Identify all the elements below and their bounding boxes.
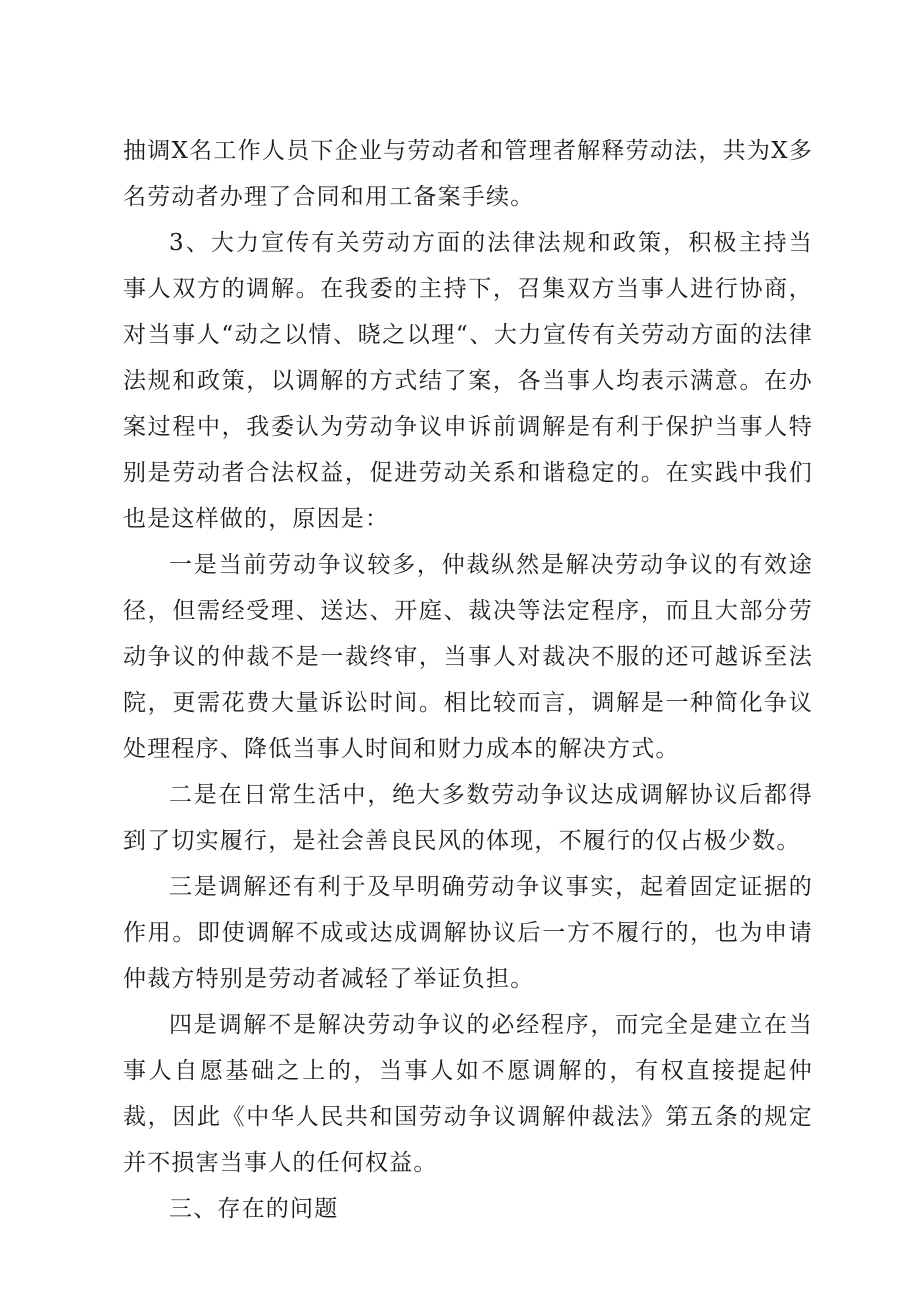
paragraph-reason-1: 一是当前劳动争议较多，仲裁纵然是解决劳动争议的有效途径，但需经受理、送达、开庭、裁决等法定程序，而且大部分劳动争议的仲裁不是一裁终审，当事人对裁决不服的还可越诉至法院，更需花费大量诉讼时间。相比较而言，调解是一种简化争议处理程序、降低当事人时间和财力成本的解决方式。: [123, 552, 813, 762]
paragraph-continuation: 抽调X名工作人员下企业与劳动者和管理者解释劳动法，共为X多名劳动者办理了合同和用工备案手续。: [123, 138, 813, 210]
document-body: [123, 128, 813, 1232]
paragraph-item-3: 3、大力宣传有关劳动方面的法律法规和政策，积极主持当事人双方的调解。在我委的主持下，召集双方当事人进行协商，对当事人“动之以情、晓之以理“、大力宣传有关劳动方面的法律法规和政策，以调解的方式结了案，各当事人均表示满意。在办案过程中，我委认为劳动争议申诉前调解是有利于保护当事人特别是劳动者合法权益，促进劳动关系和谐稳定的。在实践中我们也是这样做的，原因是：: [123, 230, 813, 532]
paragraph-reason-2: 二是在日常生活中，绝大多数劳动争议达成调解协议后都得到了切实履行，是社会善良民风的体现，不履行的仅占极少数。: [123, 782, 813, 854]
paragraph-reason-4: 四是调解不是解决劳动争议的必经程序，而完全是建立在当事人自愿基础之上的，当事人如不愿调解的，有权直接提起仲裁，因此《中华人民共和国劳动争议调解仲裁法》第五条的规定并不损害当事人的任何权益。: [123, 1012, 813, 1176]
section-heading: 三、存在的问题: [169, 1196, 339, 1222]
paragraph-reason-3: 三是调解还有利于及早明确劳动争议事实，起着固定证据的作用。即使调解不成或达成调解协议后一方不履行的，也为申请仲裁方特别是劳动者减轻了举证负担。: [123, 874, 813, 992]
